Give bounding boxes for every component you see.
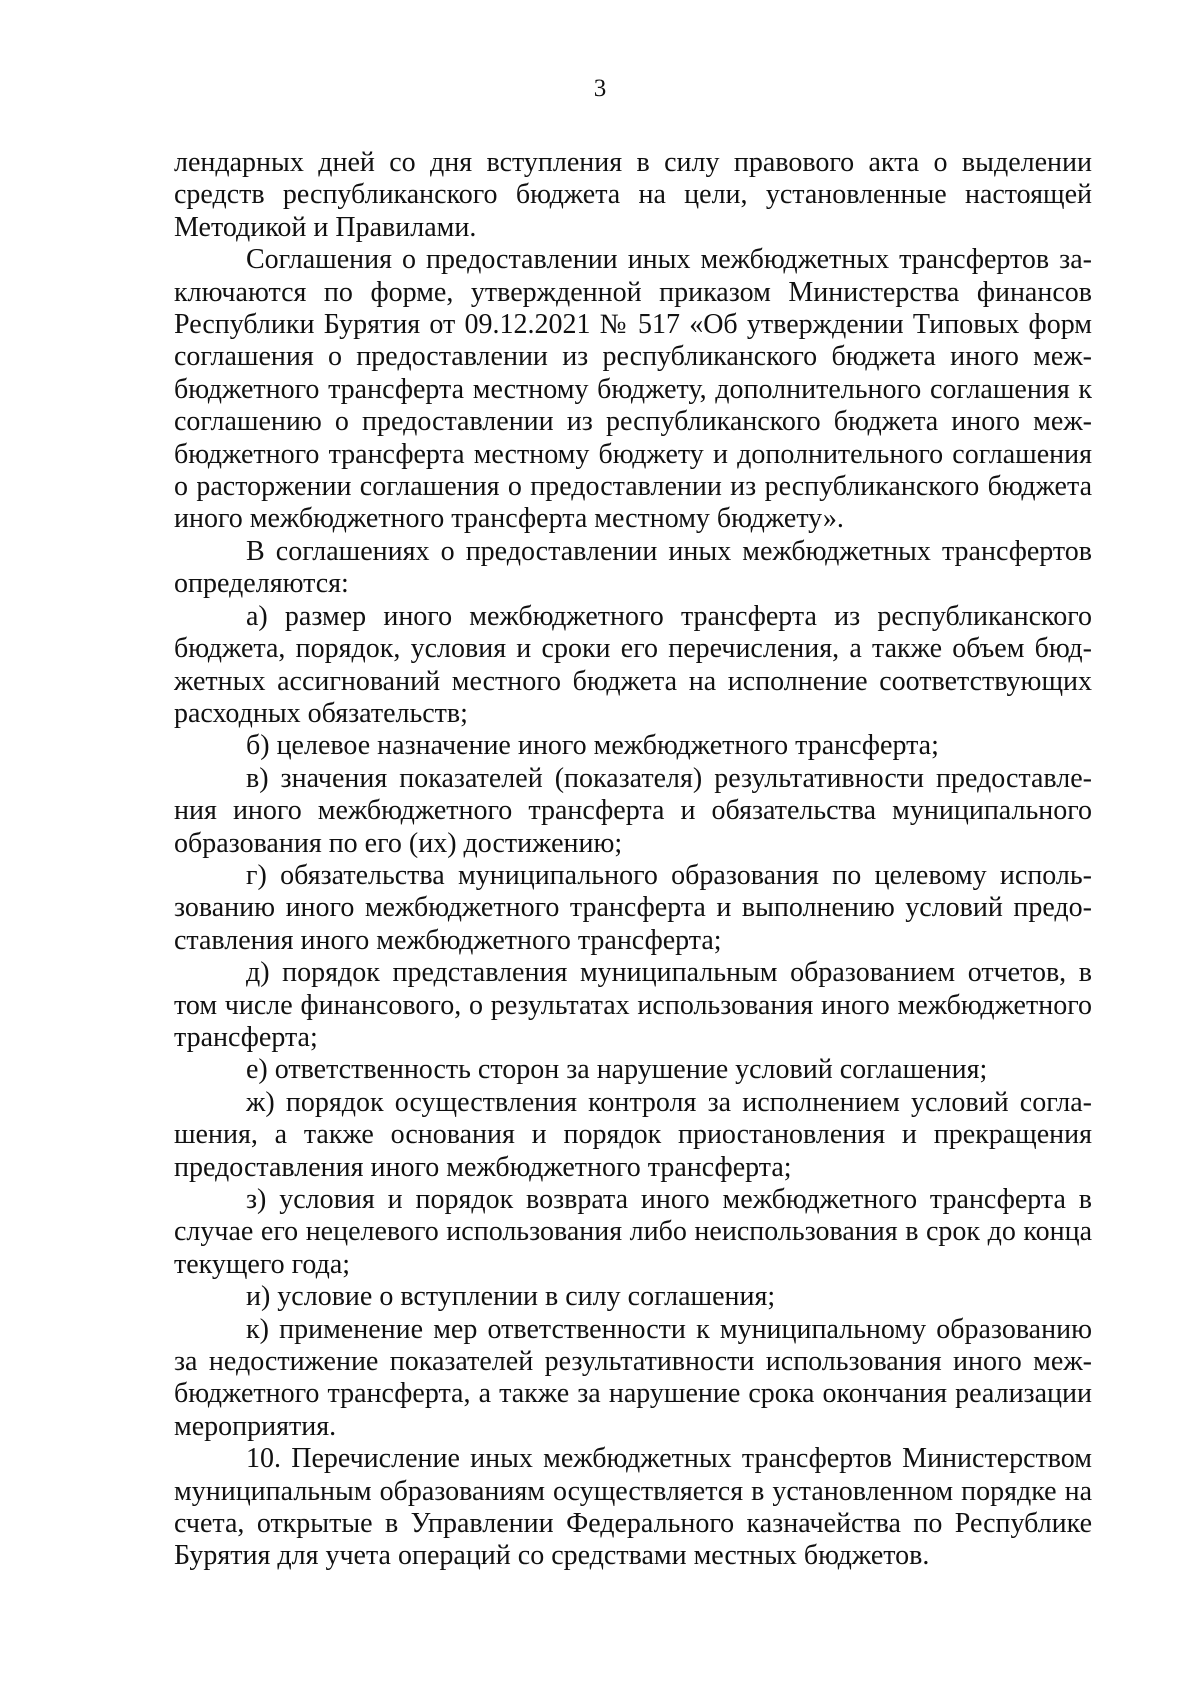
document-body	[174, 147, 1092, 1573]
list-item-k: к) применение мер ответственности к муниципальному образованию за недостижение показателей результативности использования иного межбюджетного трансферта, а также за нарушение срока окончания реализации мероприятия.	[174, 1313, 1092, 1442]
list-item-zh: ж) порядок осуществления контроля за исполнением условий соглашения, а также основания и порядок приостановления и прекращения предоставления иного межбюджетного трансферта;	[174, 1086, 1092, 1183]
paragraph-continuation: лендарных дней со дня вступления в силу правового акта о выделении средств республиканского бюджета на цели, установленные настоящей Методикой и Правилами.	[174, 147, 1092, 243]
list-item-g: г) обязательства муниципального образования по целевому использованию иного межбюджетного трансферта и выполнению условий предоставления иного межбюджетного трансферта;	[174, 859, 1092, 956]
list-item-z: з) условия и порядок возврата иного межбюджетного трансферта в случае его нецелевого использования либо неиспользования в срок до конца текущего года;	[174, 1184, 1092, 1280]
paragraph-agreement-contents-intro: В соглашениях о предоставлении иных межбюджетных трансфертов определяются:	[174, 535, 1092, 600]
list-item-i: и) условие о вступлении в силу соглашения;	[246, 1281, 776, 1313]
list-item-v: в) значения показателей (показателя) результативности предоставления иного межбюджетного трансферта и обязательства муниципального образования по его (их) достижению;	[174, 762, 1092, 859]
paragraph-agreement-form: Соглашения о предоставлении иных межбюджетных трансфертов заключаются по форме, утвержденной приказом Министерства финансов Республики Бурятия от 09.12.2021 № 517 «Об утверждении Типовых форм соглашения о предоставлении из республиканского бюджета иного межбюджетного трансферта местному бюджету, дополнительного соглашения к соглашению о предоставлении из республиканского бюджета иного межбюджетного трансферта местному бюджету и дополнительного соглашения о расторжении соглашения о предоставлении из республиканского бюджета иного межбюджетного трансферта местному бюджету».	[174, 244, 1092, 535]
list-item-a: а) размер иного межбюджетного трансферта из республиканского бюджета, порядок, условия и сроки его перечисления, а также объем бюджетных ассигнований местного бюджета на исполнение соответствующих расходных обязательств;	[174, 600, 1092, 729]
page-number: 3	[593, 75, 607, 102]
list-item-d: д) порядок представления муниципальным образованием отчетов, в том числе финансового, о результатах использования иного межбюджетного трансферта;	[174, 957, 1092, 1053]
list-item-b: б) целевое назначение иного межбюджетного трансферта;	[246, 730, 939, 762]
paragraph-section-10: 10. Перечисление иных межбюджетных трансфертов Министерством муниципальным образованиям осуществляется в установленном порядке на счета, открытые в Управлении Федерального казначейства по Республике Бурятия для учета операций со средствами местных бюджетов.	[174, 1443, 1092, 1572]
list-item-e: е) ответственность сторон за нарушение условий соглашения;	[246, 1054, 988, 1086]
